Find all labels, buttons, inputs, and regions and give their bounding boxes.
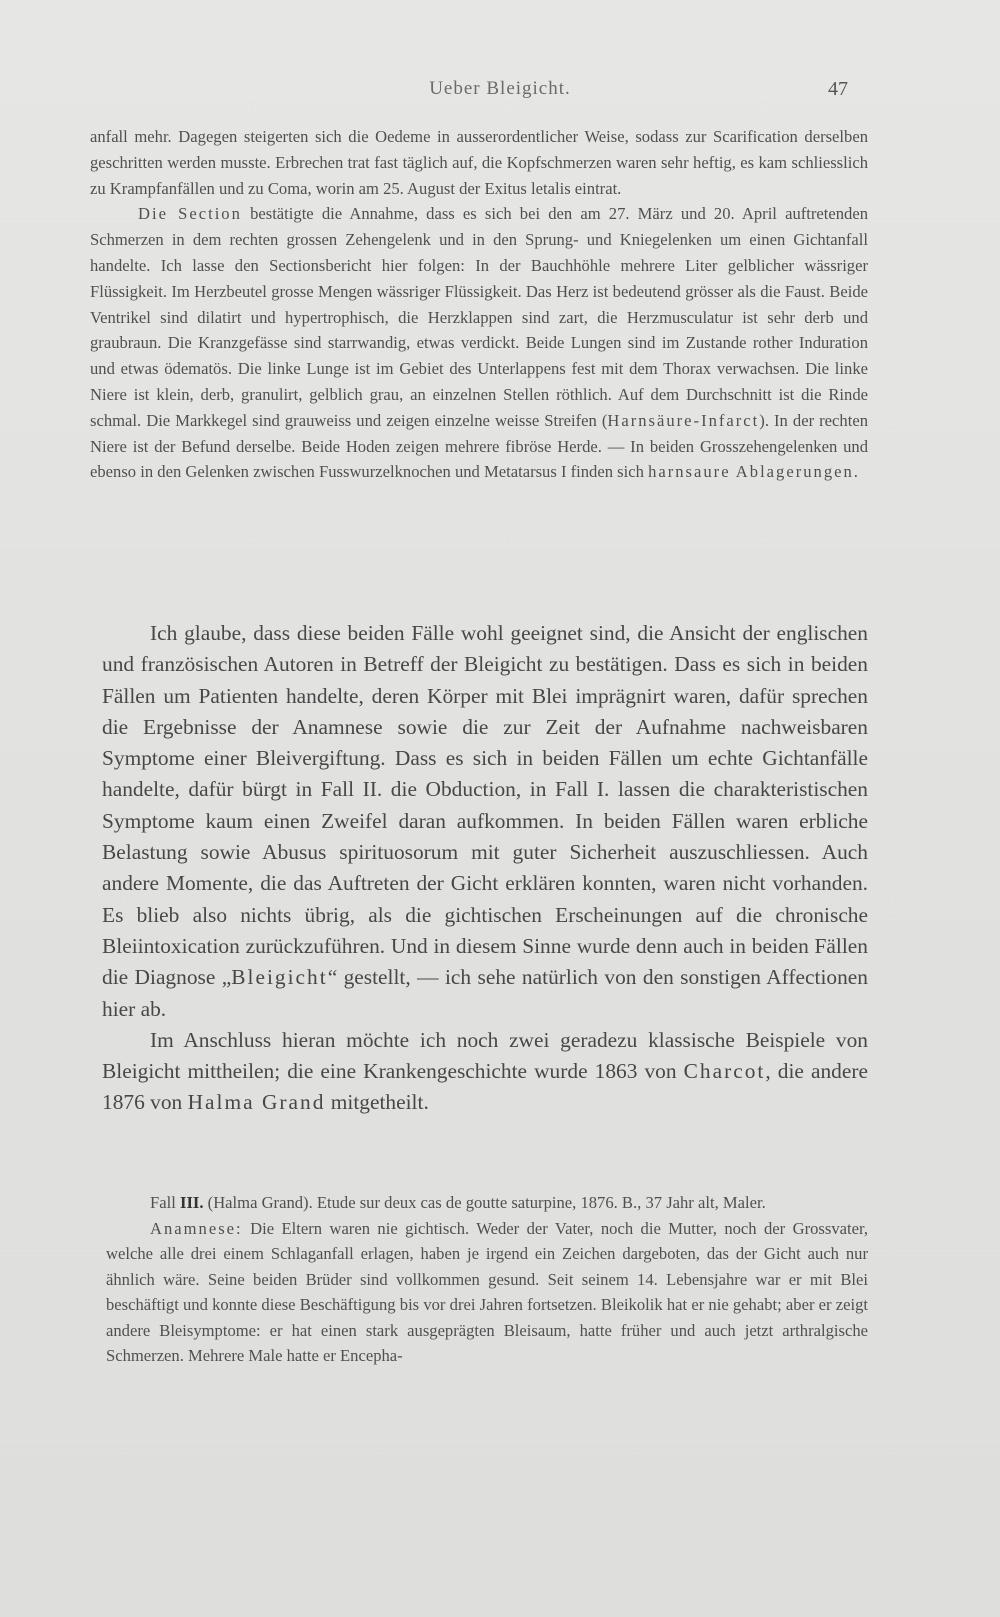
intro-text: Im Anschluss hieran möchte ich noch zwei geradezu klassische Beispiele von Bleigicht mittheilen; die eine Krankengeschichte wurde 1863 von [102,1027,868,1084]
running-title: Ueber Bleigicht. [429,78,571,99]
case-reference: (Halma Grand). Etude sur deux cas de goutte saturpine, 1876. B., 37 Jahr alt, Maler. [207,1193,766,1212]
running-header [0,78,1000,108]
anamnese-text: Die Eltern waren nie gichtisch. Weder der Vater, noch die Mutter, noch der Grossvater, welche alle drei einem Schlaganfall erlagen, haben je irgend ein Zeichen dargeboten, das der Gicht auch nur ähnlich wäre. Seine beiden Brüder sind vollkommen gesund. Seit seinem 14. Lebensjahre war er mit Blei beschäftigt und konnte diese Beschäftigung bis vor drei Jahren fortsetzen. Bleikolik hat er nie gehabt; aber er zeigt andere Bleisymptome: er hat einen stark ausgeprägten Bleisaum, hatte früher und auch jetzt arthralgische Schmerzen. Mehrere Male hatte er Encepha- [106,1218,868,1365]
emphasis-section: Die Section [138,204,242,224]
discussion-text-end: “ gestellt, — ich sehe natürlich von den sonstigen Affectionen hier ab. [102,965,868,1021]
autopsy-text: bestätigte die Annahme, dass es sich bei den am 27. März und 20. April auftretenden Schmerzen in dem rechten grossen Zehengelenk und in den Sprung- und Kniegelenken um einen Gichtanfall handelte. Ich lasse den Sectionsbericht hier folgen: In der Bauchhöhle mehrere Liter gelblicher wässriger Flüssigkeit. Im Herzbeutel grosse Mengen wässriger Flüssigkeit. Das Herz ist bedeutend grösser als die Faust. Beide Ventrikel sind dilatirt und hypertrophisch, die Herzklappen sind zart, die Herzmusculatur ist sehr derb und graubraun. Die Kranzgefässe sind starrwandig, etwas verdickt. Beide Lungen sind im Zustande rother Induration und etwas ödematös. Die linke Lunge ist im Gebiet des Unterlappens fest mit dem Thorax verwachsen. Die linke Niere ist klein, derb, granulirt, gelblich grau, an einzelnen Stellen röthlich. Auf dem Durchschnitt ist die Rinde schmal. Die Markkegel sind grauweiss und zeigen einzelne weisse Streifen ( [90,204,869,430]
case-three-section [106,1190,868,1369]
discussion-section [102,618,868,1119]
paragraph-case-ending: anfall mehr. Dagegen steigerten sich die Oedeme in ausserordentlicher Weise, sodass zur Scarification derselben geschritten werden musste. Erbrechen trat fast täglich auf, die Kopfschmerzen waren sehr heftig, es kam schliesslich zu Krampfanfällen und zu Coma, worin am 25. August der Exitus letalis eintrat. [90,127,868,198]
intro-text-middle: , die andere 1876 von [102,1059,868,1115]
paragraph-discussion [102,618,868,1025]
emphasis-harnsaure-ablagerungen: harnsaure Ablagerungen [648,462,854,482]
autopsy-text-continued: ). In der rechten Niere ist der Befund derselbe. Beide Hoden zeigen mehrere fibröse Herde. — In beiden Grosszehengelenken und ebenso in den Gelenken zwischen Fusswurzelknochen und Metatarsus I finden sich [90,410,868,482]
intro-text-end: mitgetheilt. [330,1090,429,1115]
case-number: III. [179,1193,204,1212]
autopsy-section [90,124,868,485]
paragraph-introduction-cases [102,1025,868,1119]
autopsy-text-end: . [853,462,858,482]
discussion-text: Ich glaube, dass diese beiden Fälle wohl geeignet sind, die Ansicht der englischen und französischen Autoren in Betreff der Bleigicht zu bestätigen. Dass es sich in beiden Fällen um Patienten handelte, deren Körper mit Blei imprägnirt waren, dafür sprechen die Ergebnisse der Anamnese sowie die zur Zeit der Aufnahme nachweisbaren Symptome einer Bleivergiftung. Dass es sich in beiden Fällen um echte Gichtanfälle handelte, dafür bürgt in Fall II. die Obduction, in Fall I. lassen die charakteristischen Symptome kaum einen Zweifel daran aufkommen. In beiden Fällen waren erbliche Belastung sowie Abusus spirituosorum mit guter Sicherheit auszuschliessen. Auch andere Momente, die das Auftreten der Gicht erklären konnten, waren nicht vorhanden. Es blieb also nichts übrig, als die gichtischen Erscheinungen auf die chronische Bleiintoxication zurückzuführen. Und in diesem Sinne wurde denn auch in beiden Fällen die Diagnose „ [102,621,868,990]
paragraph-autopsy-report [90,201,868,485]
author-halma-grand: Halma Grand [187,1090,326,1115]
page-number: 47 [828,78,848,100]
emphasis-bleigicht: Bleigicht [231,965,328,990]
author-charcot: Charcot [683,1059,766,1084]
emphasis-harnsaeure-infarct: Harnsäure-Infarct [607,410,760,430]
paragraph-anamnese [106,1216,868,1369]
case-label: Fall [150,1193,176,1212]
anamnese-label: Anamnese: [150,1218,243,1238]
case-heading [106,1190,868,1216]
